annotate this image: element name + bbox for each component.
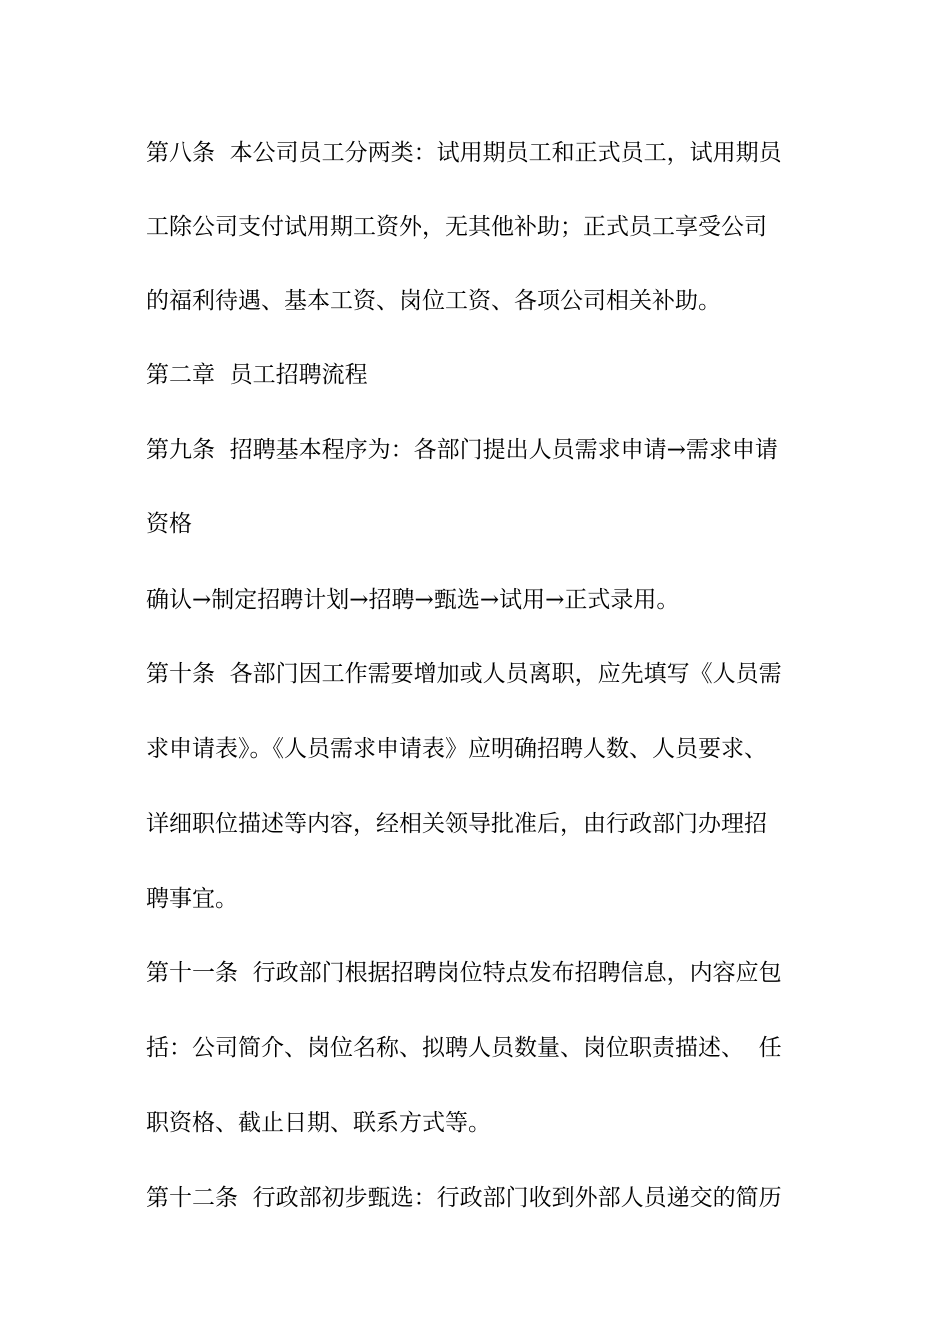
text-line: 第十二条 行政部初步甄选：行政部门收到外部人员递交的简历 [146, 1185, 782, 1211]
text-line: 资格 [146, 511, 192, 537]
text-line: 职资格、截止日期、联系方式等。 [146, 1110, 491, 1136]
text-line: 第八条 本公司员工分两类：试用期员工和正式员工，试用期员 [146, 140, 782, 166]
text-line: 工除公司支付试用期工资外，无其他补助；正式员工享受公司 [146, 214, 767, 240]
chapter-heading: 第二章 员工招聘流程 [146, 362, 368, 388]
text-line: 聘事宜。 [146, 886, 238, 912]
text-line: 第十条 各部门因工作需要增加或人员离职，应先填写《人员需 [146, 661, 782, 687]
text-line: 详细职位描述等内容，经相关领导批准后，由行政部门办理招 [146, 811, 767, 837]
text-line: 确认→制定招聘计划→招聘→甄选→试用→正式录用。 [146, 587, 680, 613]
text-line: 第九条 招聘基本程序为：各部门提出人员需求申请→需求申请 [146, 437, 778, 463]
text-line: 求申请表》。《人员需求申请表》应明确招聘人数、人员要求、 [146, 736, 767, 762]
text-line: 第十一条 行政部门根据招聘岗位特点发布招聘信息，内容应包 [146, 960, 782, 986]
text-line: 括：公司简介、岗位名称、拟聘人员数量、岗位职责描述、 任 [146, 1035, 782, 1061]
text-line: 的福利待遇、基本工资、岗位工资、各项公司相关补助。 [146, 288, 721, 314]
